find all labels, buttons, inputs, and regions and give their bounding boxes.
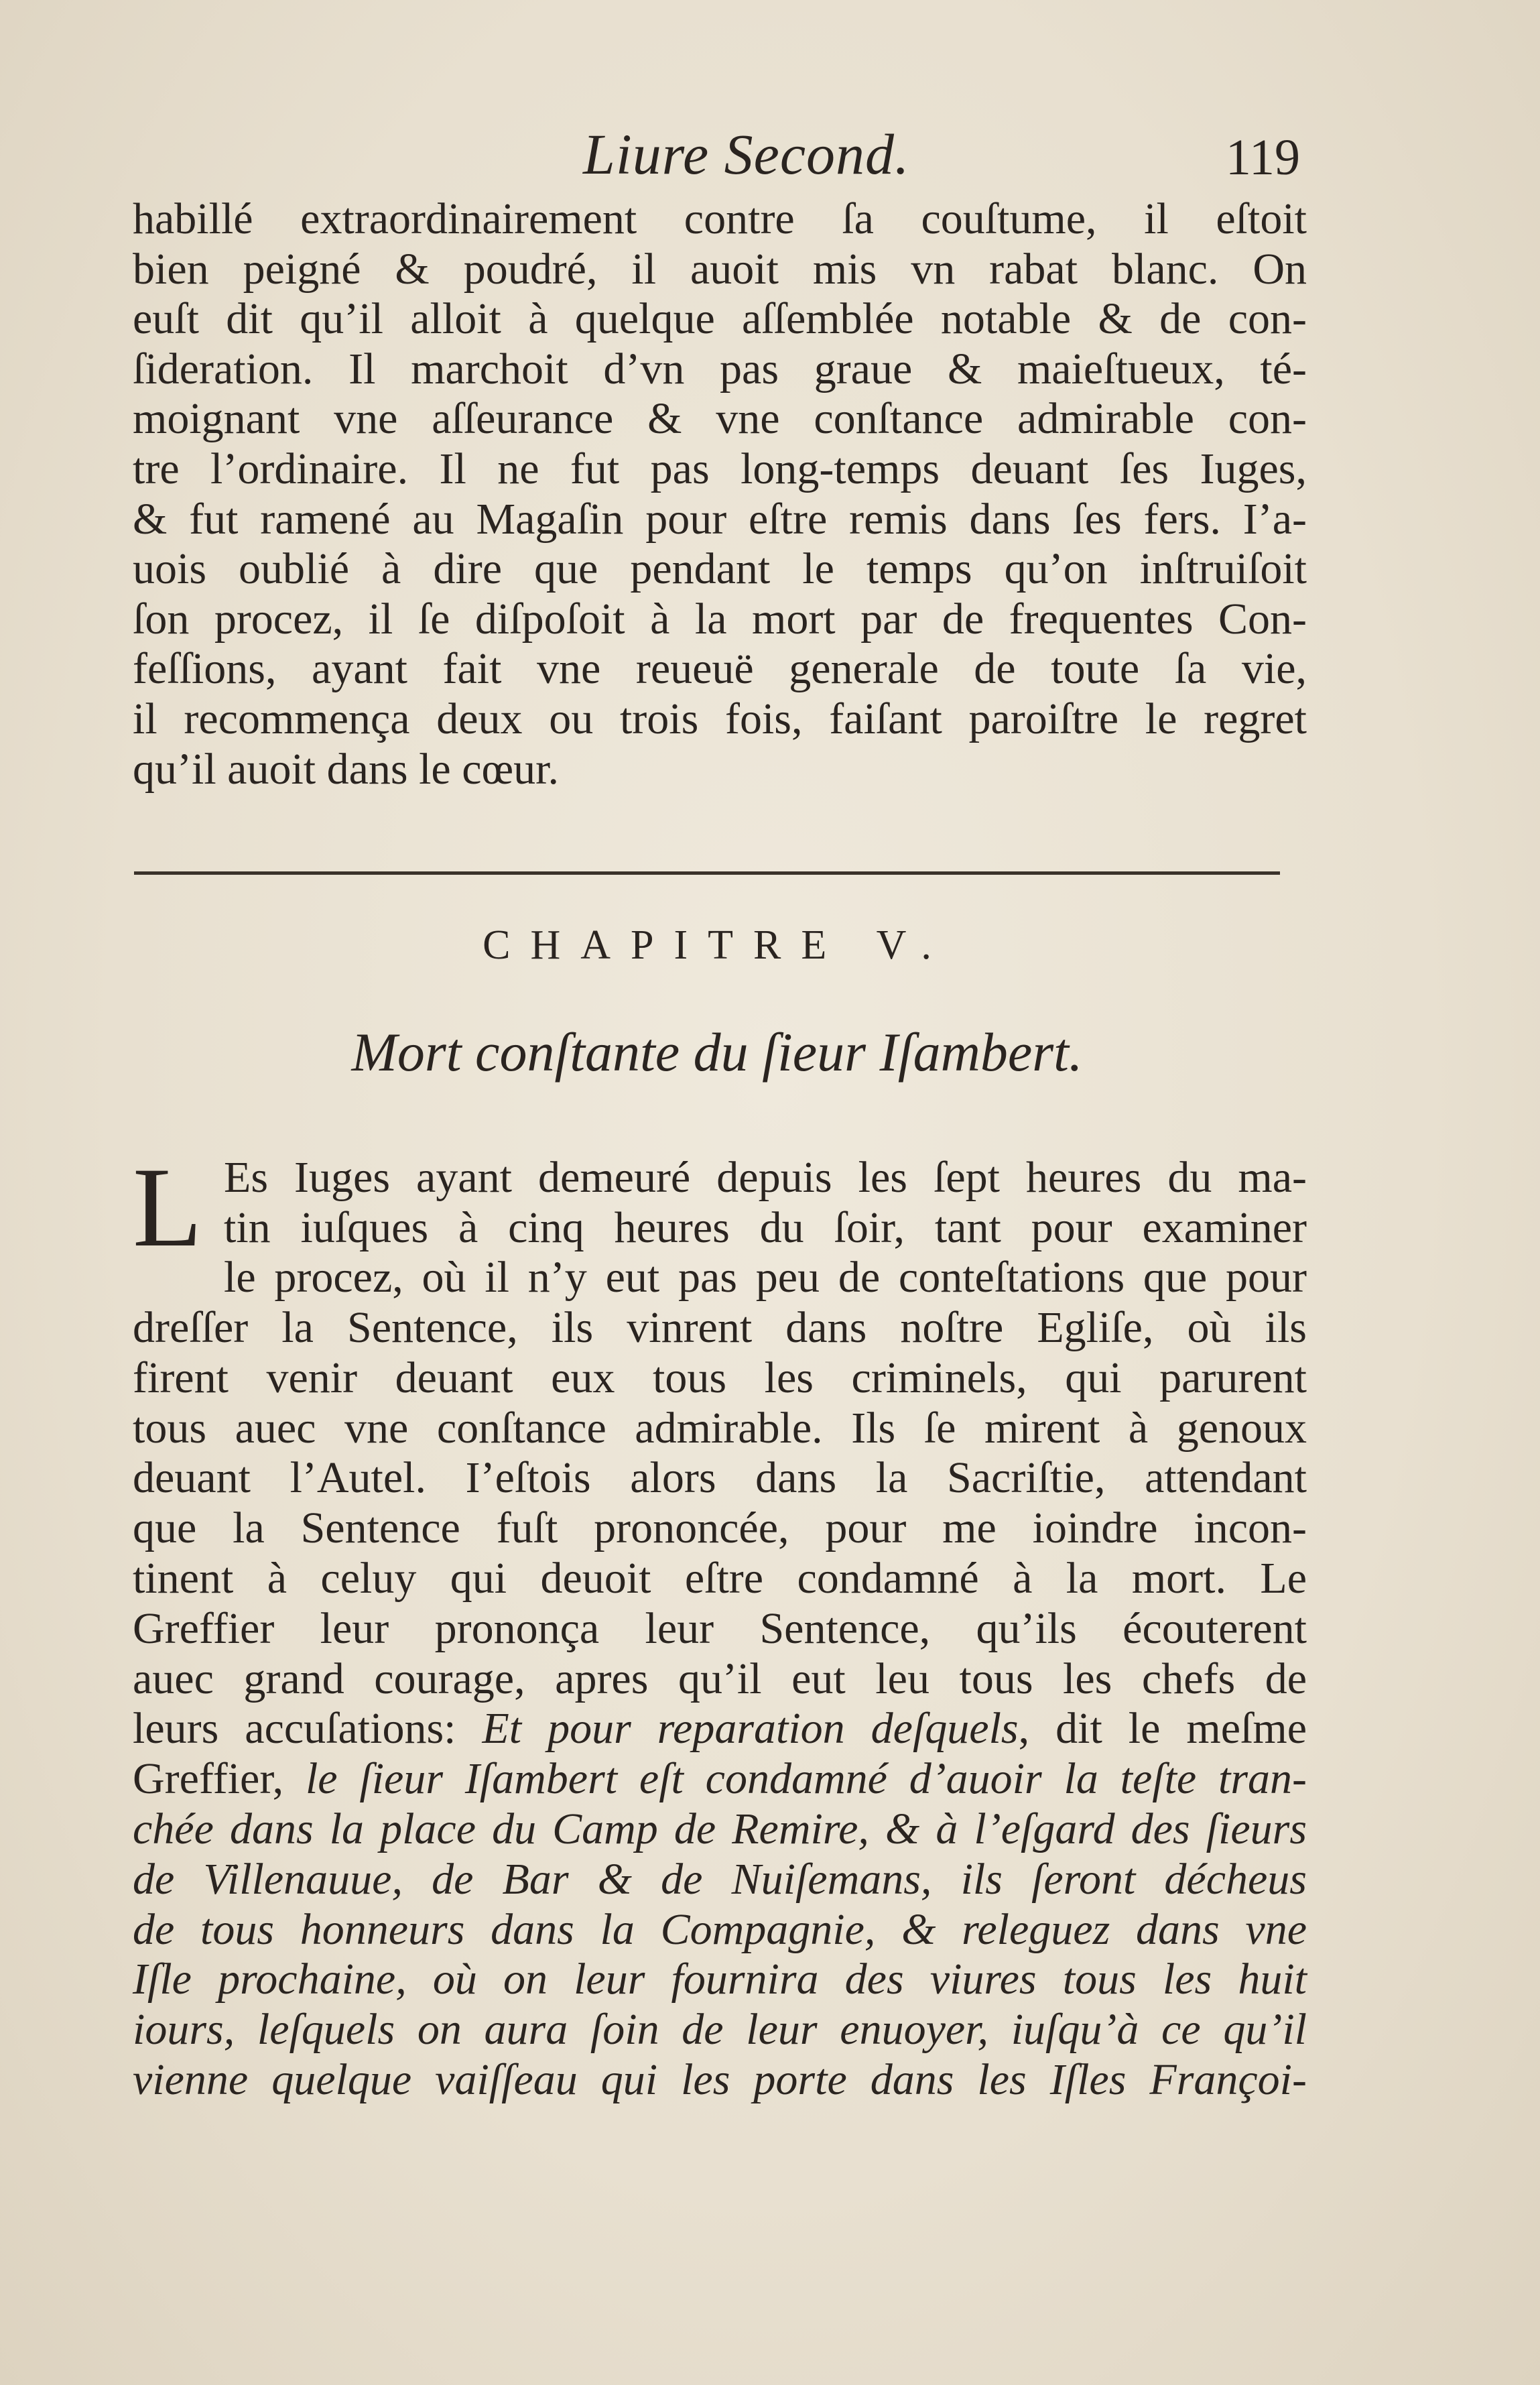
text-line: il recommença deux ou trois fois, faiſant paroiſtre le regret bbox=[133, 694, 1307, 743]
page-number: 119 bbox=[1225, 129, 1300, 186]
drop-cap: L bbox=[133, 1144, 202, 1270]
page-header bbox=[134, 114, 1300, 194]
italic-run: Et pour reparation deſquels bbox=[482, 1704, 1019, 1754]
text-line: uois oublié à dire que pendant le temps qu’on inſtruiſoit bbox=[133, 544, 1307, 594]
running-head: Liure Second. bbox=[583, 122, 910, 186]
text-line: moignant vne aſſeurance & vne conſtance admirable con- bbox=[133, 394, 1307, 444]
italic-line: vienne quelque vaiſſeau qui les porte dans les Iſles Françoi- bbox=[133, 2055, 1307, 2104]
italic-run: le ſieur Iſambert eſt condamné d’auoir la teſte tran- bbox=[305, 1754, 1307, 1804]
text-run: Greffier, bbox=[133, 1754, 306, 1804]
text-line: tous auec vne conſtance admirable. Ils ſe mirent à genoux bbox=[133, 1403, 1307, 1453]
text-line: & fut ramené au Magaſin pour eſtre remis dans ſes fers. I’a- bbox=[133, 494, 1307, 544]
chapter-subtitle: Mort conſtante du ſieur Iſambert. bbox=[351, 1022, 1083, 1083]
italic-line: de tous honneurs dans la Compagnie, & releguez dans vne bbox=[133, 1904, 1307, 1954]
text-line: ſon procez, il ſe diſpoſoit à la mort par de frequentes Con- bbox=[133, 594, 1307, 644]
text-line: euſt dit qu’il alloit à quelque aſſemblée notable & de con- bbox=[133, 294, 1307, 344]
text-line-mixed bbox=[133, 1704, 1307, 1754]
italic-line: de Villenauue, de Bar & de Nuiſemans, ils ſeront décheus bbox=[133, 1854, 1307, 1904]
text-run: leurs accuſations: bbox=[133, 1704, 483, 1754]
text-line: dreſſer la Sentence, ils vinrent dans noſtre Egliſe, où ils bbox=[133, 1302, 1307, 1352]
text-line: bien peigné & poudré, il auoit mis vn rabat blanc. On bbox=[133, 244, 1307, 294]
text-line: habillé extraordinairement contre ſa couſtume, il eſtoit bbox=[133, 194, 1307, 243]
section-divider bbox=[134, 871, 1280, 875]
text-line: que la Sentence fuſt prononcée, pour me ioindre incon- bbox=[133, 1504, 1307, 1553]
text-line: tre l’ordinaire. Il ne fut pas long-temps deuant ſes Iuges, bbox=[133, 444, 1307, 493]
text-run: , dit le meſme bbox=[1018, 1704, 1307, 1754]
text-line: deuant l’Autel. I’eſtois alors dans la Sacriſtie, attendant bbox=[133, 1453, 1307, 1503]
italic-line: chée dans la place du Camp de Remire, & à l’eſgard des ſieurs bbox=[133, 1804, 1307, 1853]
text-line: qu’il auoit dans le cœur. bbox=[133, 744, 560, 794]
text-line: firent venir deuant eux tous les criminels, qui parurent bbox=[133, 1353, 1307, 1402]
text-line: ſideration. Il marchoit d’vn pas graue & maieſtueux, té- bbox=[133, 344, 1307, 393]
text-line: feſſions, ayant fait vne reueuë generale de toute ſa vie, bbox=[133, 644, 1307, 694]
text-line: Greffier leur prononça leur Sentence, qu’ils écouterent bbox=[133, 1603, 1307, 1653]
text-line: tinent à celuy qui deuoit eſtre condamné à la mort. Le bbox=[133, 1553, 1307, 1603]
chapter-title: CHAPITRE V. bbox=[483, 922, 952, 968]
text-line: Es Iuges ayant demeuré depuis les ſept heures du ma- bbox=[224, 1153, 1307, 1202]
italic-line: Iſle prochaine, où on leur fournira des viures tous les huit bbox=[133, 1955, 1307, 2004]
text-line-mixed bbox=[133, 1754, 1307, 1805]
text-line: le procez, où il n’y eut pas peu de conteſtations que pour bbox=[224, 1253, 1307, 1302]
paragraph-continuation bbox=[133, 194, 1307, 794]
italic-line: iours, leſquels on aura ſoin de leur enuoyer, iuſqu’à ce qu’il bbox=[133, 2005, 1307, 2055]
text-line: tin iuſques à cinq heures du ſoir, tant pour examiner bbox=[224, 1203, 1307, 1252]
chapter-body bbox=[133, 1144, 1307, 2105]
text-line: auec grand courage, apres qu’il eut leu tous les chefs de bbox=[133, 1654, 1307, 1703]
